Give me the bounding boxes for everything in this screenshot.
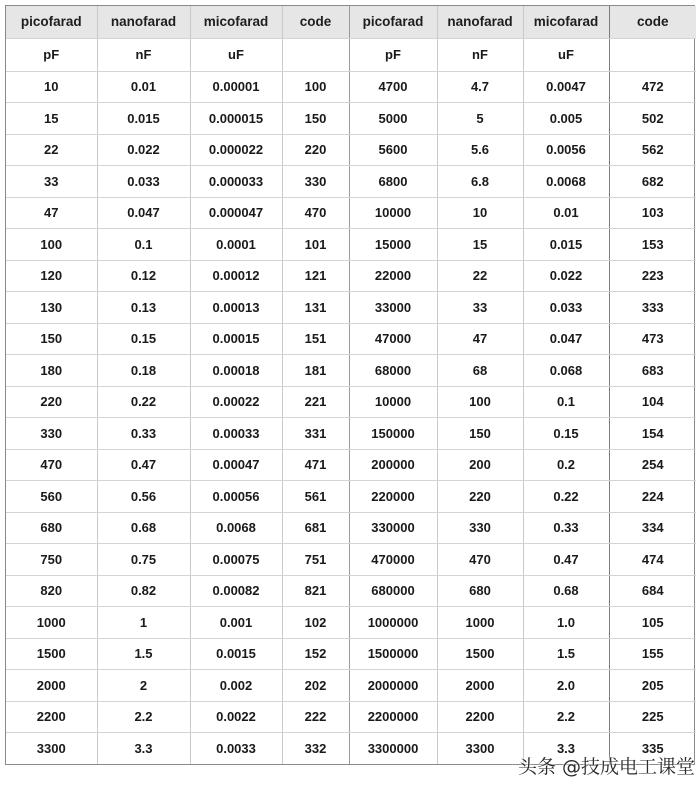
table-cell: 0.00013 — [190, 292, 282, 324]
table-cell: 151 — [282, 323, 349, 355]
table-cell: 15000 — [349, 229, 437, 261]
table-cell: 1.5 — [523, 638, 609, 670]
table-cell: 1.5 — [97, 638, 190, 670]
table-cell: 0.015 — [523, 229, 609, 261]
table-cell: 5.6 — [437, 134, 523, 166]
unit-cell: nF — [97, 38, 190, 71]
table-cell: 15 — [6, 103, 97, 135]
table-cell: 10000 — [349, 197, 437, 229]
table-cell: 200 — [437, 449, 523, 481]
table-cell: 0.033 — [97, 166, 190, 198]
table-cell: 220 — [6, 386, 97, 418]
table-cell: 1500 — [437, 638, 523, 670]
table-cell: 0.002 — [190, 670, 282, 702]
table-cell: 0.047 — [523, 323, 609, 355]
table-cell: 0.33 — [97, 418, 190, 450]
table-cell: 0.68 — [523, 575, 609, 607]
table-cell: 0.56 — [97, 481, 190, 513]
table-row — [6, 323, 696, 355]
table-cell: 0.75 — [97, 544, 190, 576]
table-cell: 3300000 — [349, 733, 437, 765]
table-row — [6, 386, 696, 418]
table-cell: 0.0015 — [190, 638, 282, 670]
table-row — [6, 481, 696, 513]
column-header: code — [609, 6, 696, 38]
table-cell: 0.00001 — [190, 71, 282, 103]
table-cell: 472 — [609, 71, 696, 103]
table-cell: 0.01 — [523, 197, 609, 229]
table-cell: 0.00022 — [190, 386, 282, 418]
table-cell: 560 — [6, 481, 97, 513]
table-row — [6, 607, 696, 639]
table-cell: 0.033 — [523, 292, 609, 324]
table-cell: 220000 — [349, 481, 437, 513]
column-header: micofarad — [523, 6, 609, 38]
table-cell: 0.022 — [97, 134, 190, 166]
table-cell: 330000 — [349, 512, 437, 544]
table-cell: 473 — [609, 323, 696, 355]
table-cell: 131 — [282, 292, 349, 324]
table-cell: 0.33 — [523, 512, 609, 544]
table-cell: 0.22 — [523, 481, 609, 513]
table-cell: 0.01 — [97, 71, 190, 103]
table-row — [6, 544, 696, 576]
table-cell: 153 — [609, 229, 696, 261]
table-cell: 0.13 — [97, 292, 190, 324]
table-cell: 102 — [282, 607, 349, 639]
table-cell: 68000 — [349, 355, 437, 387]
table-cell: 0.1 — [523, 386, 609, 418]
table-cell: 104 — [609, 386, 696, 418]
table-cell: 330 — [282, 166, 349, 198]
table-cell: 33 — [6, 166, 97, 198]
table-cell: 0.047 — [97, 197, 190, 229]
table-header-row — [6, 6, 696, 38]
table-row — [6, 512, 696, 544]
table-cell: 0.0068 — [523, 166, 609, 198]
table-row — [6, 355, 696, 387]
table-cell: 130 — [6, 292, 97, 324]
table-cell: 0.000033 — [190, 166, 282, 198]
column-header: picofarad — [6, 6, 97, 38]
table-cell: 330 — [437, 512, 523, 544]
table-cell: 1000000 — [349, 607, 437, 639]
table-cell: 154 — [609, 418, 696, 450]
table-cell: 334 — [609, 512, 696, 544]
table-cell: 0.000047 — [190, 197, 282, 229]
table-cell: 0.15 — [97, 323, 190, 355]
unit-cell: nF — [437, 38, 523, 71]
table-cell: 0.12 — [97, 260, 190, 292]
table-cell: 684 — [609, 575, 696, 607]
table-cell: 0.47 — [523, 544, 609, 576]
table-cell: 0.00056 — [190, 481, 282, 513]
table-cell: 100 — [437, 386, 523, 418]
table-cell: 683 — [609, 355, 696, 387]
table-cell: 680 — [6, 512, 97, 544]
table-cell: 1.0 — [523, 607, 609, 639]
unit-cell: pF — [349, 38, 437, 71]
table-cell: 47 — [6, 197, 97, 229]
table-cell: 0.001 — [190, 607, 282, 639]
table-cell: 751 — [282, 544, 349, 576]
table-cell: 2 — [97, 670, 190, 702]
table-cell: 10 — [6, 71, 97, 103]
table-cell: 22 — [437, 260, 523, 292]
table-cell: 2200 — [6, 701, 97, 733]
table-cell: 1000 — [437, 607, 523, 639]
table-cell: 0.22 — [97, 386, 190, 418]
table-cell: 100 — [6, 229, 97, 261]
table-cell: 1500 — [6, 638, 97, 670]
table-cell: 0.068 — [523, 355, 609, 387]
table-cell: 330 — [6, 418, 97, 450]
table-cell: 1 — [97, 607, 190, 639]
table-cell: 105 — [609, 607, 696, 639]
table-cell: 223 — [609, 260, 696, 292]
column-header: micofarad — [190, 6, 282, 38]
table-cell: 220 — [282, 134, 349, 166]
table-cell: 2200 — [437, 701, 523, 733]
table-row — [6, 229, 696, 261]
column-header: picofarad — [349, 6, 437, 38]
unit-cell: uF — [190, 38, 282, 71]
unit-cell — [609, 38, 696, 71]
table-row — [6, 260, 696, 292]
table-row — [6, 166, 696, 198]
table-cell: 0.1 — [97, 229, 190, 261]
table-cell: 221 — [282, 386, 349, 418]
table-cell: 4.7 — [437, 71, 523, 103]
table-row — [6, 103, 696, 135]
table-cell: 2000 — [6, 670, 97, 702]
table-row — [6, 134, 696, 166]
table-cell: 47000 — [349, 323, 437, 355]
table-row — [6, 418, 696, 450]
table-cell: 181 — [282, 355, 349, 387]
table-cell: 470000 — [349, 544, 437, 576]
table-cell: 470 — [437, 544, 523, 576]
table-cell: 0.00012 — [190, 260, 282, 292]
table-cell: 0.0047 — [523, 71, 609, 103]
table-cell: 155 — [609, 638, 696, 670]
table-cell: 222 — [282, 701, 349, 733]
table-cell: 2.2 — [523, 701, 609, 733]
table-cell: 3.3 — [97, 733, 190, 765]
table-cell: 0.000015 — [190, 103, 282, 135]
table-cell: 821 — [282, 575, 349, 607]
table-cell: 0.15 — [523, 418, 609, 450]
table-cell: 2000000 — [349, 670, 437, 702]
table-cell: 121 — [282, 260, 349, 292]
table-cell: 0.0001 — [190, 229, 282, 261]
table-cell: 0.00018 — [190, 355, 282, 387]
column-header: code — [282, 6, 349, 38]
table-row — [6, 449, 696, 481]
table-cell: 333 — [609, 292, 696, 324]
table-cell: 202 — [282, 670, 349, 702]
table-cell: 0.0068 — [190, 512, 282, 544]
table-cell: 470 — [282, 197, 349, 229]
table-cell: 3.3 — [523, 733, 609, 765]
table-cell: 5000 — [349, 103, 437, 135]
table-cell: 150 — [282, 103, 349, 135]
table-cell: 22000 — [349, 260, 437, 292]
table-cell: 225 — [609, 701, 696, 733]
table-cell: 103 — [609, 197, 696, 229]
table-cell: 562 — [609, 134, 696, 166]
table-row — [6, 701, 696, 733]
table-cell: 0.00082 — [190, 575, 282, 607]
column-header: nanofarad — [437, 6, 523, 38]
table-cell: 224 — [609, 481, 696, 513]
table-cell: 331 — [282, 418, 349, 450]
table-cell: 0.68 — [97, 512, 190, 544]
table-cell: 680 — [437, 575, 523, 607]
table-cell: 470 — [6, 449, 97, 481]
table-cell: 150 — [6, 323, 97, 355]
table-cell: 0.0033 — [190, 733, 282, 765]
table-cell: 10000 — [349, 386, 437, 418]
table-row — [6, 292, 696, 324]
unit-cell — [282, 38, 349, 71]
table-row — [6, 71, 696, 103]
unit-cell: pF — [6, 38, 97, 71]
table-cell: 101 — [282, 229, 349, 261]
table-cell: 6.8 — [437, 166, 523, 198]
table-cell: 2.2 — [97, 701, 190, 733]
table-cell: 6800 — [349, 166, 437, 198]
table-cell: 10 — [437, 197, 523, 229]
table-cell: 3300 — [6, 733, 97, 765]
table-cell: 2.0 — [523, 670, 609, 702]
table-cell: 1000 — [6, 607, 97, 639]
table-cell: 0.00047 — [190, 449, 282, 481]
table-row — [6, 670, 696, 702]
table-cell: 680000 — [349, 575, 437, 607]
table-cell: 0.022 — [523, 260, 609, 292]
table-cell: 150000 — [349, 418, 437, 450]
units-row — [6, 38, 696, 71]
table-cell: 750 — [6, 544, 97, 576]
table-cell: 0.000022 — [190, 134, 282, 166]
table-cell: 471 — [282, 449, 349, 481]
table-cell: 0.00075 — [190, 544, 282, 576]
table-cell: 68 — [437, 355, 523, 387]
table-cell: 2200000 — [349, 701, 437, 733]
capacitor-conversion-table-container — [5, 5, 695, 765]
table-cell: 22 — [6, 134, 97, 166]
table-cell: 0.82 — [97, 575, 190, 607]
table-cell: 180 — [6, 355, 97, 387]
table-cell: 2000 — [437, 670, 523, 702]
table-row — [6, 575, 696, 607]
table-cell: 100 — [282, 71, 349, 103]
table-cell: 0.00033 — [190, 418, 282, 450]
capacitor-conversion-table — [6, 6, 696, 764]
table-cell: 0.00015 — [190, 323, 282, 355]
table-cell: 332 — [282, 733, 349, 765]
table-cell: 682 — [609, 166, 696, 198]
table-cell: 33000 — [349, 292, 437, 324]
table-cell: 33 — [437, 292, 523, 324]
table-cell: 0.005 — [523, 103, 609, 135]
table-cell: 3300 — [437, 733, 523, 765]
table-body — [6, 38, 696, 764]
table-cell: 47 — [437, 323, 523, 355]
table-cell: 820 — [6, 575, 97, 607]
table-row — [6, 733, 696, 765]
column-header: nanofarad — [97, 6, 190, 38]
table-cell: 0.0022 — [190, 701, 282, 733]
table-cell: 0.2 — [523, 449, 609, 481]
table-cell: 561 — [282, 481, 349, 513]
table-cell: 0.18 — [97, 355, 190, 387]
table-cell: 0.47 — [97, 449, 190, 481]
table-cell: 681 — [282, 512, 349, 544]
table-cell: 502 — [609, 103, 696, 135]
table-cell: 5 — [437, 103, 523, 135]
watermark-text: 头条 @技成电工课堂 — [518, 756, 696, 778]
table-cell: 335 — [641, 741, 664, 756]
table-cell: 4700 — [349, 71, 437, 103]
table-cell: 205 — [609, 670, 696, 702]
unit-cell: uF — [523, 38, 609, 71]
table-cell: 0.015 — [97, 103, 190, 135]
table-cell: 220 — [437, 481, 523, 513]
table-cell: 254 — [609, 449, 696, 481]
table-cell: 15 — [437, 229, 523, 261]
table-cell: 152 — [282, 638, 349, 670]
table-row — [6, 197, 696, 229]
table-cell: 0.0056 — [523, 134, 609, 166]
table-cell: 150 — [437, 418, 523, 450]
table-cell: 120 — [6, 260, 97, 292]
table-row — [6, 638, 696, 670]
table-cell: 200000 — [349, 449, 437, 481]
table-cell: 474 — [609, 544, 696, 576]
table-cell: 5600 — [349, 134, 437, 166]
table-cell: 1500000 — [349, 638, 437, 670]
